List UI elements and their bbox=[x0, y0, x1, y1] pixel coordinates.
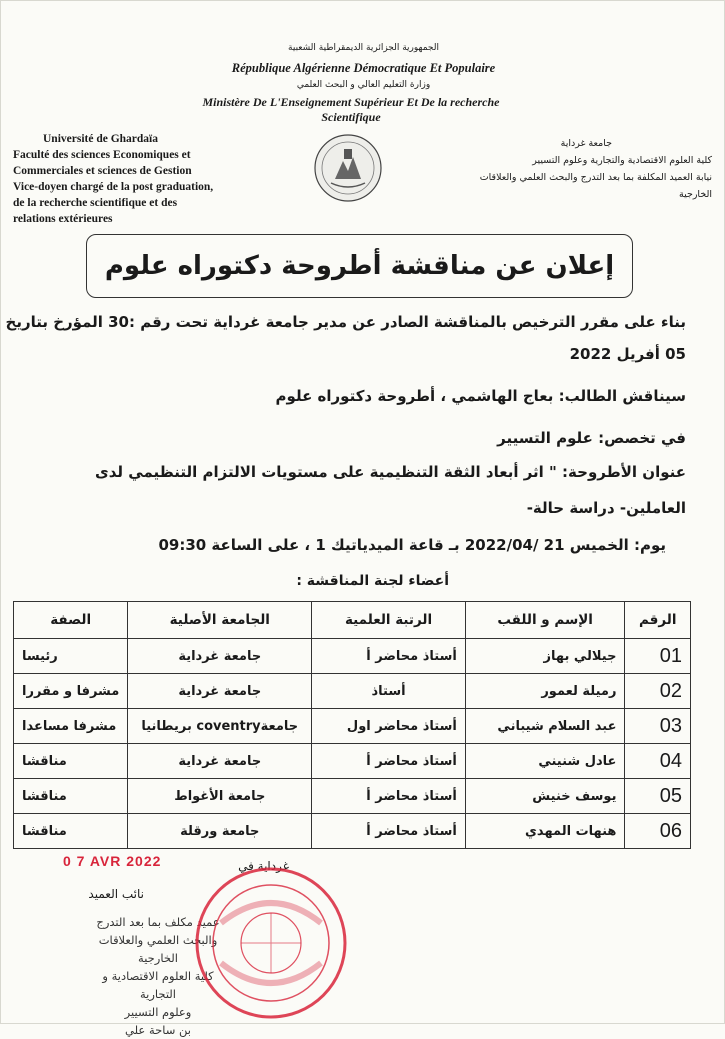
university-fr-line4: Vice-doyen chargé de la post graduation, bbox=[13, 181, 214, 193]
signature-line4: وعلوم التسيير bbox=[124, 1005, 192, 1019]
cell-rank: أستاذ محاضر أ bbox=[312, 744, 466, 779]
cell-name: رميلة لعمور bbox=[465, 674, 625, 709]
signature-line2: والبحث العلمي والعلاقات الخارجية bbox=[98, 933, 218, 965]
table-row bbox=[14, 639, 691, 674]
university-fr-line6: relations extérieures bbox=[13, 213, 113, 225]
republic-ar: الجمهورية الجزائرية الديمقراطية الشعبية bbox=[288, 43, 439, 53]
cell-role: مشرفا مساعدا bbox=[14, 709, 128, 744]
cell-uni: جامعة غرداية bbox=[128, 674, 312, 709]
table-row bbox=[14, 744, 691, 779]
table-row bbox=[14, 779, 691, 814]
university-ar-block bbox=[412, 135, 712, 203]
cell-uni: جامعةcoventry بريطانيا bbox=[128, 709, 312, 744]
body-thesis-title: عنوان الأطروحة: " اثر أبعاد الثقة التنظيمية على مستويات الالتزام التنظيمي لدى bbox=[95, 463, 686, 481]
university-fr-line3: Commerciales et sciences de Gestion bbox=[13, 165, 192, 177]
announcement-title: إعلان عن مناقشة أطروحة دكتوراه علوم bbox=[86, 234, 633, 298]
body-specialty: في تخصص: علوم التسيير bbox=[497, 429, 686, 447]
cell-uni: جامعة غرداية bbox=[128, 639, 312, 674]
body-thesis-title-cont: العاملين- دراسة حالة- bbox=[526, 499, 686, 517]
cell-rank: أستاذ محاضر اول bbox=[312, 709, 466, 744]
table-row bbox=[14, 674, 691, 709]
cell-uni: جامعة الأغواط bbox=[128, 779, 312, 814]
cell-num: 05 bbox=[625, 779, 691, 814]
cell-role: رئيسا bbox=[14, 639, 128, 674]
cell-name: عبد السلام شيباني bbox=[465, 709, 625, 744]
cell-role: مناقشا bbox=[14, 814, 128, 849]
cell-num: 06 bbox=[625, 814, 691, 849]
university-ar-line1: جامعة غرداية bbox=[560, 138, 612, 149]
official-stamp-icon bbox=[191, 863, 351, 1023]
cell-name: هنهات المهدي bbox=[465, 814, 625, 849]
cell-rank: أستاذ bbox=[312, 674, 466, 709]
university-ar-line2: كلية العلوم الاقتصادية والتجارية وعلوم التسيير bbox=[532, 155, 712, 166]
ministry-fr-line2: Scientifique bbox=[321, 110, 381, 124]
cell-name: عادل شنيني bbox=[465, 744, 625, 779]
table-row bbox=[14, 709, 691, 744]
republic-fr: République Algérienne Démocratique Et Populaire bbox=[231, 61, 496, 75]
col-header-uni: الجامعة الأصلية bbox=[128, 602, 312, 639]
cell-uni: جامعة غرداية bbox=[128, 744, 312, 779]
cell-num: 03 bbox=[625, 709, 691, 744]
signer-title: نائب العميد bbox=[88, 887, 144, 901]
col-header-name: الإسم و اللقب bbox=[465, 602, 625, 639]
col-header-role: الصفة bbox=[14, 602, 128, 639]
table-row bbox=[14, 814, 691, 849]
cell-rank: أستاذ محاضر أ bbox=[312, 779, 466, 814]
cell-num: 02 bbox=[625, 674, 691, 709]
university-fr-line2: Faculté des sciences Economiques et bbox=[13, 149, 191, 161]
university-fr-block bbox=[13, 131, 263, 227]
cell-name: جيلالي بهاز bbox=[465, 639, 625, 674]
cell-role: مناقشا bbox=[14, 779, 128, 814]
university-ar-line3: نيابة العميد المكلفة بما بعد التدرج والبحث العلمي والعلاقات bbox=[479, 172, 712, 183]
body-schedule: يوم: الخميس 21 /2022/04 بـ قاعة الميدياتيك 1 ، على الساعة 09:30 bbox=[158, 536, 666, 554]
body-authorization: بناء على مقرر الترخيص بالمناقشة الصادر عن مدير جامعة غرداية تحت رقم :30 المؤرخ بتاريخ bbox=[5, 313, 686, 331]
signature-line1: عميد مكلف بما بعد التدرج bbox=[96, 915, 220, 929]
ministry-ar: وزارة التعليم العالي و البحث العلمي bbox=[296, 80, 431, 90]
cell-role: مشرفا و مقررا bbox=[14, 674, 128, 709]
body-date: 05 أفريل 2022 bbox=[569, 345, 686, 363]
cell-rank: أستاذ محاضر أ bbox=[312, 639, 466, 674]
cell-num: 04 bbox=[625, 744, 691, 779]
ministry-fr-line1: Ministère De L'Enseignement Supérieur Et De la recherche bbox=[202, 95, 500, 109]
university-fr-line5: de la recherche scientifique et des bbox=[13, 197, 178, 209]
place-label: غرداية في bbox=[238, 859, 289, 873]
col-header-num: الرقم bbox=[625, 602, 691, 639]
body-student: سيناقش الطالب: بعاج الهاشمي ، أطروحة دكتوراه علوم bbox=[275, 387, 686, 405]
university-fr-line1: Université de Ghardaïa bbox=[43, 133, 158, 145]
table-header-row bbox=[14, 602, 691, 639]
university-emblem-icon bbox=[313, 133, 383, 203]
col-header-rank: الرتبة العلمية bbox=[312, 602, 466, 639]
jury-title: أعضاء لجنة المناقشة : bbox=[296, 573, 449, 589]
jury-table bbox=[13, 601, 691, 849]
cell-role: مناقشا bbox=[14, 744, 128, 779]
cell-name: يوسف خنيش bbox=[465, 779, 625, 814]
ministry-fr bbox=[151, 95, 551, 125]
cell-num: 01 bbox=[625, 639, 691, 674]
cell-rank: أستاذ محاضر أ bbox=[312, 814, 466, 849]
date-stamp: 0 7 AVR 2022 bbox=[63, 853, 162, 869]
cell-uni: جامعة ورقلة bbox=[128, 814, 312, 849]
signature-line5: بن ساحة علي bbox=[125, 1023, 191, 1037]
signature-line3: كلية العلوم الاقتصادية و التجارية bbox=[102, 969, 214, 1001]
university-ar-line4: الخارجية bbox=[679, 189, 712, 200]
